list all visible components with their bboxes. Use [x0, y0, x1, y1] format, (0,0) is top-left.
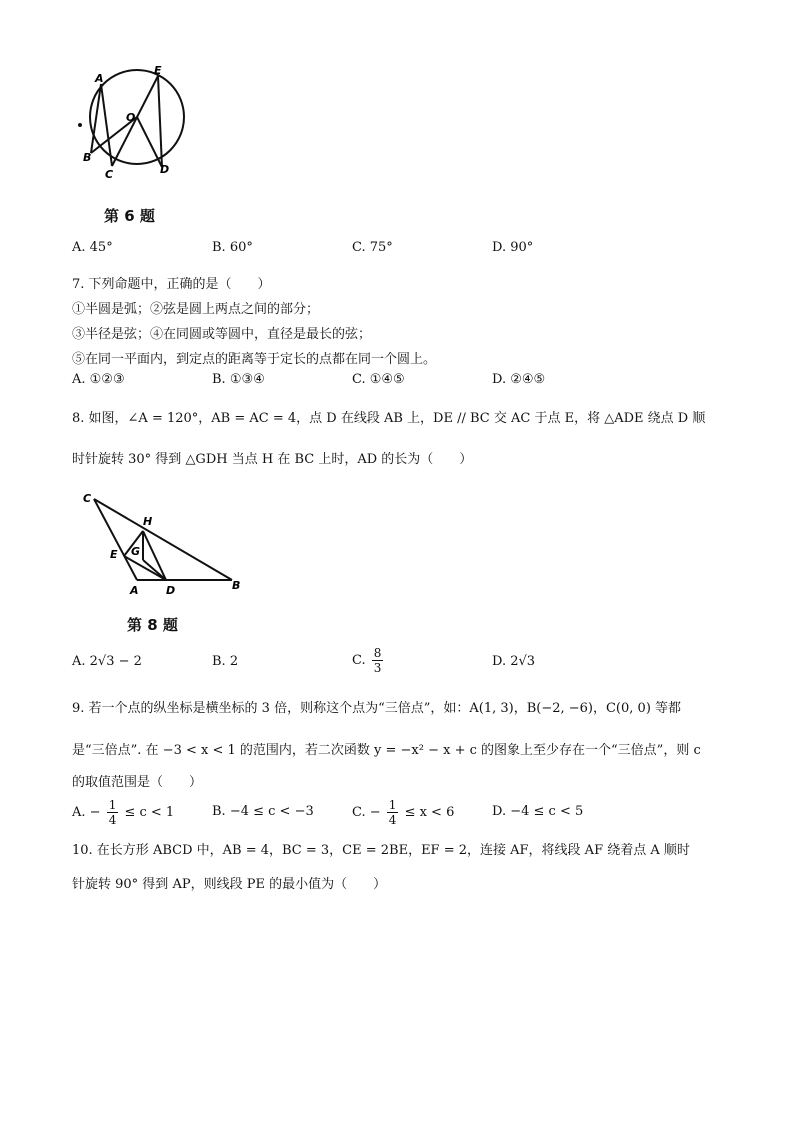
q9-stem-line-1: 9. 若一个点的纵坐标是横坐标的 3 倍，则称这个点为“三倍点”，如：A(1, 3)，B(−2, −6)，C(0, 0) 等都	[72, 701, 682, 716]
q7-option-a[interactable]: A. ①②③	[72, 372, 125, 387]
stray-dot	[79, 124, 81, 126]
q10-stem-line-1: 10. 在长方形 ABCD 中，AB = 4，BC = 3，CE = 2BE，EF = 2，连接 AF，将线段 AF 绕着点 A 顺时	[72, 843, 690, 858]
q8-option-a[interactable]: A. 2√3 − 2	[72, 654, 142, 669]
fraction-denominator: 3	[373, 661, 382, 675]
q9-option-c-suffix: ≤ x < 6	[404, 805, 455, 820]
fraction	[372, 646, 384, 675]
figure-6-diagram	[70, 60, 200, 185]
point-label-b: B	[232, 579, 241, 592]
point-label-c: C	[83, 492, 92, 505]
q6-option-b[interactable]: B. 60°	[212, 240, 253, 255]
q7-statement-1: ①半圆是弧；②弦是圆上两点之间的部分；	[72, 302, 320, 317]
q7-statement-2: ③半径是弦；④在同圆或等圆中，直径是最长的弦；	[72, 327, 372, 342]
q9-option-a-prefix: A. −	[72, 805, 101, 820]
q9-stem-line-3: 的取值范围是（ ）	[72, 775, 203, 790]
q8-option-d[interactable]: D. 2√3	[492, 654, 536, 669]
figure-6-caption: 第 6 题	[104, 207, 155, 225]
figure-8-caption: 第 8 题	[127, 616, 178, 634]
q7-stem: 7. 下列命题中，正确的是（ ）	[72, 277, 271, 292]
q7-option-c[interactable]: C. ①④⑤	[352, 372, 405, 387]
fraction	[387, 798, 399, 827]
q8-stem-line-2: 时针旋转 30° 得到 △GDH 当点 H 在 BC 上时，AD 的长为（ ）	[72, 452, 473, 467]
fraction-numerator: 1	[388, 798, 397, 812]
q10-stem-line-2: 针旋转 90° 得到 AP，则线段 PE 的最小值为（ ）	[72, 877, 387, 892]
q9-option-a[interactable]	[72, 798, 174, 827]
q9-stem-line-2: 是“三倍点”. 在 −3 < x < 1 的范围内，若二次函数 y = −x² − x + c 的图象上至少存在一个“三倍点”，则 c	[72, 743, 701, 758]
q7-option-d[interactable]: D. ②④⑤	[492, 372, 546, 387]
fraction-numerator: 8	[373, 646, 382, 660]
fraction-denominator: 4	[388, 813, 397, 827]
q6-option-c[interactable]: C. 75°	[352, 240, 393, 255]
q7-option-b[interactable]: B. ①③④	[212, 372, 265, 387]
point-label-e: E	[110, 548, 118, 561]
q6-option-a[interactable]: A. 45°	[72, 240, 113, 255]
segment-ed	[158, 76, 162, 167]
q7-statement-3: ⑤在同一平面内，到定点的距离等于定长的点都在同一个圆上。	[72, 352, 437, 367]
segment-gd	[143, 560, 166, 580]
fraction-denominator: 4	[108, 813, 117, 827]
fraction	[107, 798, 119, 827]
q9-option-c[interactable]	[352, 798, 454, 827]
q9-option-c-prefix: C. −	[352, 805, 381, 820]
q8-option-c[interactable]	[352, 646, 385, 675]
point-label-d: D	[160, 163, 170, 176]
point-label-h: H	[143, 515, 153, 528]
segment-od	[137, 117, 162, 167]
q8-stem-line-1: 8. 如图，∠A = 120°，AB = AC = 4，点 D 在线段 AB 上，DE // BC 交 AC 于点 E，将 △ADE 绕点 D 顺	[72, 411, 706, 426]
q9-option-b[interactable]: B. −4 ≤ c < −3	[212, 804, 314, 819]
q9-option-d[interactable]: D. −4 ≤ c < 5	[492, 804, 584, 819]
point-label-e: E	[154, 64, 162, 77]
point-label-a: A	[95, 72, 104, 85]
q6-option-d[interactable]: D. 90°	[492, 240, 534, 255]
point-label-d: D	[166, 584, 176, 595]
q9-option-a-suffix: ≤ c < 1	[124, 805, 175, 820]
fraction-numerator: 1	[108, 798, 117, 812]
point-label-o: O	[126, 111, 136, 124]
point-label-c: C	[105, 168, 114, 181]
q8-option-c-prefix: C.	[352, 653, 366, 668]
q8-option-b[interactable]: B. 2	[212, 654, 239, 669]
point-label-b: B	[83, 151, 92, 164]
point-label-g: G	[131, 545, 141, 558]
point-label-a: A	[130, 584, 139, 595]
figure-8-diagram	[75, 485, 250, 595]
